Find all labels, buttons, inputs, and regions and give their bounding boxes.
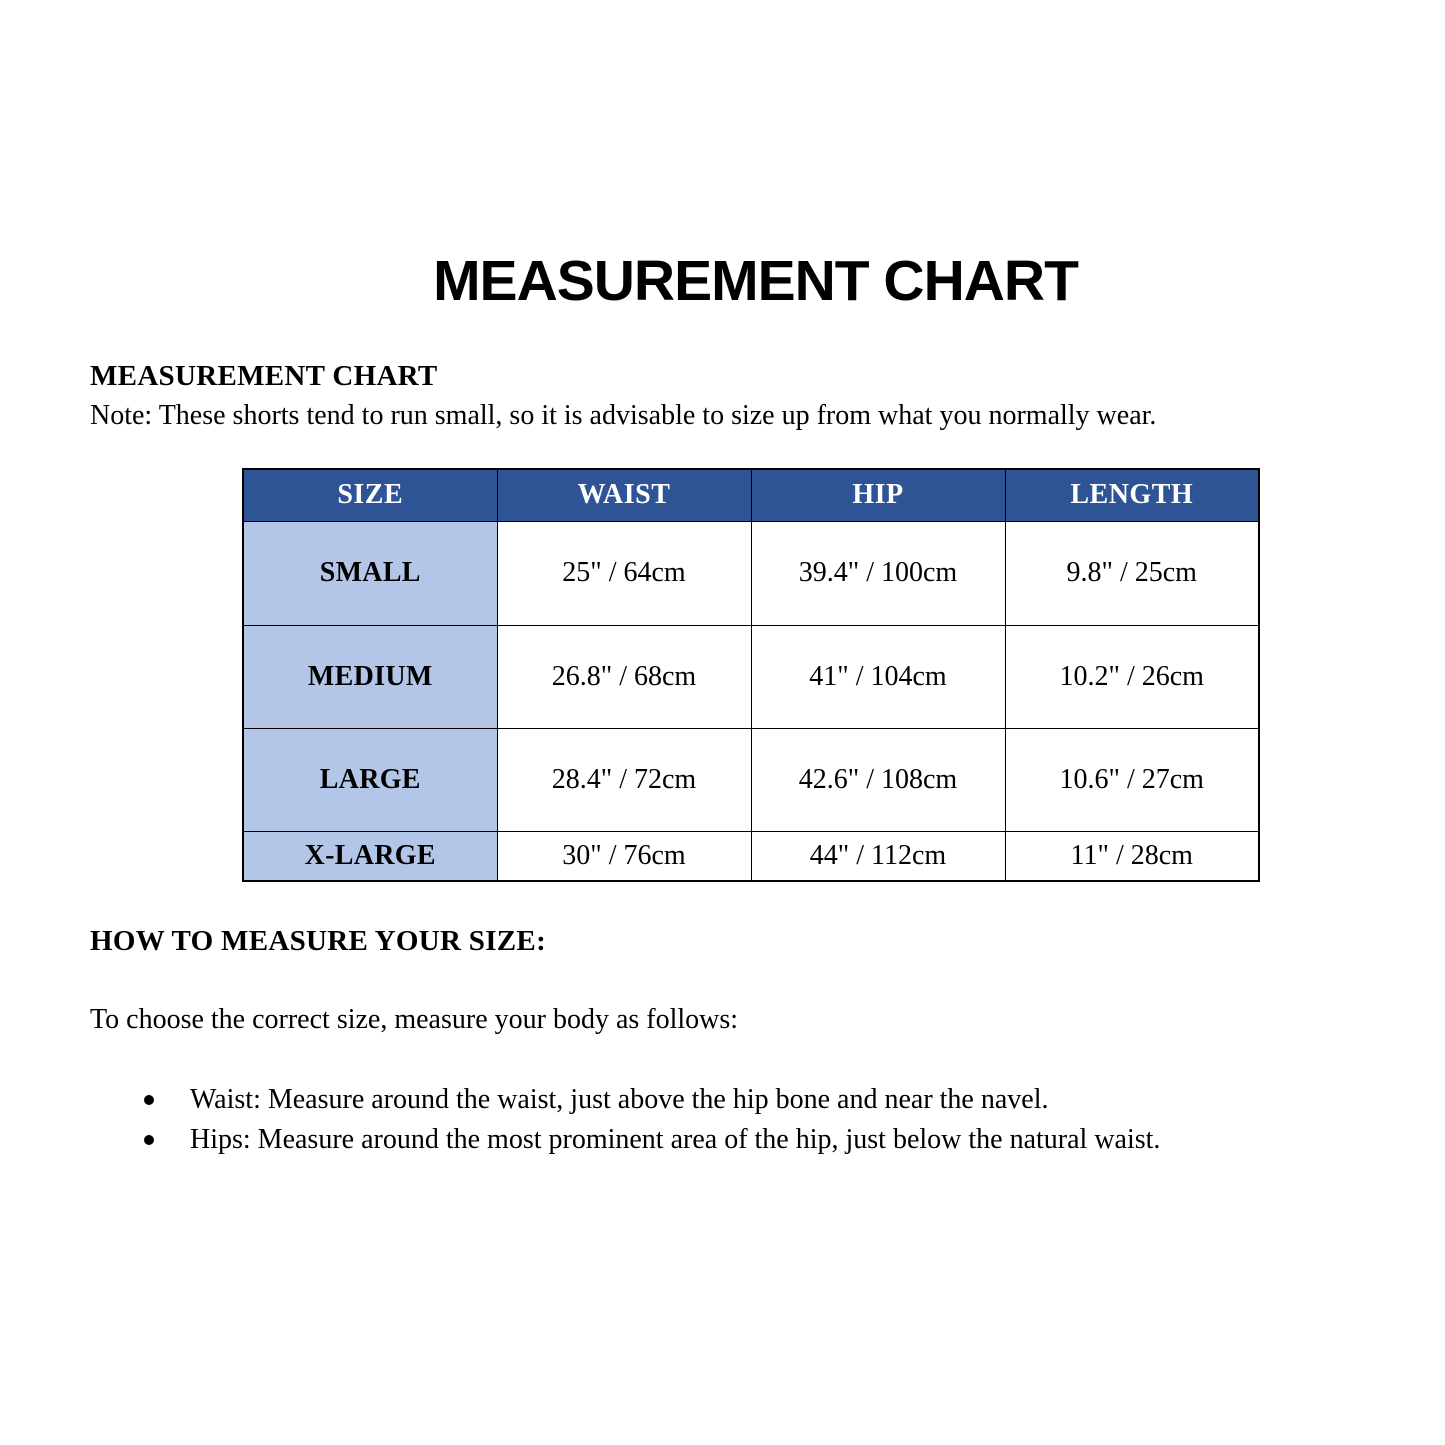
length-value: 10.2" / 26cm [1005,625,1259,728]
how-to-measure-heading: HOW TO MEASURE YOUR SIZE: [90,925,547,957]
table-row-small [243,521,1259,625]
hip-value: 39.4" / 100cm [751,521,1005,625]
sizing-note: Note: These shorts tend to run small, so it is advisable to size up from what you normally wear. [90,400,1157,431]
table-row-large [243,728,1259,831]
bullet-dot-icon [144,1095,154,1105]
column-header-hip: HIP [751,469,1005,521]
size-label: X-LARGE [243,831,497,881]
waist-instruction: Waist: Measure around the waist, just above the hip bone and near the navel. [190,1084,1049,1115]
hip-value: 44" / 112cm [751,831,1005,881]
hips-instruction: Hips: Measure around the most prominent area of the hip, just below the natural waist. [190,1124,1161,1155]
table-row-x-large [243,831,1259,881]
size-label: SMALL [243,521,497,625]
measurement-table [242,468,1260,882]
hip-value: 41" / 104cm [751,625,1005,728]
page-title: MEASUREMENT CHART [433,249,1078,313]
waist-value: 26.8" / 68cm [497,625,751,728]
table-row-medium [243,625,1259,728]
size-label: LARGE [243,728,497,831]
waist-value: 30" / 76cm [497,831,751,881]
table-header-row [243,469,1259,521]
length-value: 9.8" / 25cm [1005,521,1259,625]
column-header-waist: WAIST [497,469,751,521]
waist-value: 25" / 64cm [497,521,751,625]
bullet-dot-icon [144,1135,154,1145]
list-item-waist [142,1080,1160,1120]
list-item-hips [142,1120,1160,1160]
hip-value: 42.6" / 108cm [751,728,1005,831]
column-header-size: SIZE [243,469,497,521]
length-value: 11" / 28cm [1005,831,1259,881]
column-header-length: LENGTH [1005,469,1259,521]
measure-instructions-list [142,1080,1160,1160]
section-heading-measurement-chart: MEASUREMENT CHART [90,360,438,392]
waist-value: 28.4" / 72cm [497,728,751,831]
length-value: 10.6" / 27cm [1005,728,1259,831]
how-to-measure-intro: To choose the correct size, measure your body as follows: [90,1004,739,1035]
size-label: MEDIUM [243,625,497,728]
